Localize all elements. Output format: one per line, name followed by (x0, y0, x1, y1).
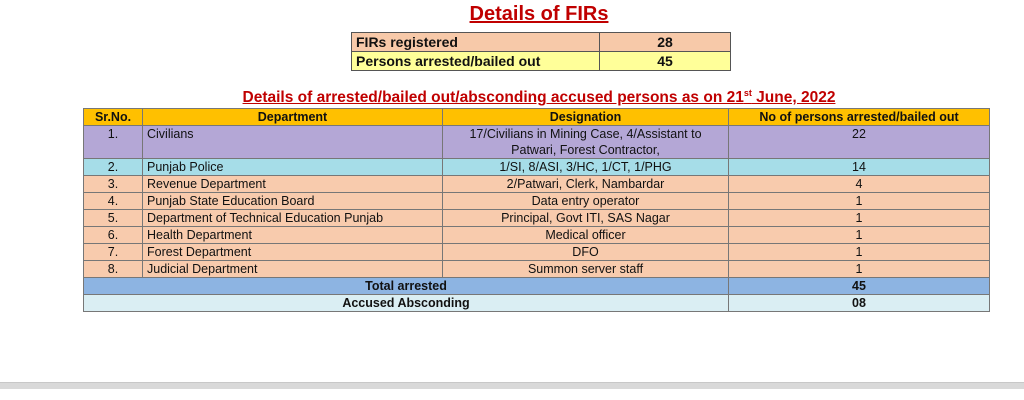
fir-summary-label: FIRs registered (352, 33, 600, 52)
cell-count: 1 (729, 244, 990, 261)
subtitle-suffix: June, 2022 (751, 89, 836, 106)
fir-summary-row (352, 33, 731, 52)
cell-count: 4 (729, 176, 990, 193)
cell-designation: Summon server staff (443, 261, 729, 278)
table-row (84, 244, 990, 261)
cell-department: Health Department (143, 227, 443, 244)
cell-srno: 7. (84, 244, 143, 261)
cell-designation: Data entry operator (443, 193, 729, 210)
accused-details-table (83, 108, 990, 312)
cell-designation: Principal, Govt ITI, SAS Nagar (443, 210, 729, 227)
cell-count: 22 (729, 126, 990, 159)
cell-srno: 3. (84, 176, 143, 193)
cell-designation: Medical officer (443, 227, 729, 244)
cell-department: Forest Department (143, 244, 443, 261)
header-designation: Designation (443, 109, 729, 126)
table-row (84, 193, 990, 210)
table-row (84, 210, 990, 227)
absconding-value: 08 (729, 295, 990, 312)
fir-summary-row (352, 52, 731, 71)
cell-srno: 6. (84, 227, 143, 244)
header-department: Department (143, 109, 443, 126)
cell-designation: 1/SI, 8/ASI, 3/HC, 1/CT, 1/PHG (443, 159, 729, 176)
fir-summary-label: Persons arrested/bailed out (352, 52, 600, 71)
table-row (84, 261, 990, 278)
cell-department: Department of Technical Education Punjab (143, 210, 443, 227)
subtitle-sup: st (743, 88, 752, 98)
table-row (84, 126, 990, 159)
cell-department: Revenue Department (143, 176, 443, 193)
scrollbar-track (0, 382, 1024, 389)
cell-department: Civilians (143, 126, 443, 159)
page-title: Details of FIRs (469, 3, 609, 25)
total-value: 45 (729, 278, 990, 295)
subtitle-text: Details of arrested/bailed out/absconding accused persons as on 21 (242, 89, 744, 106)
cell-department: Punjab State Education Board (143, 193, 443, 210)
absconding-row (84, 295, 990, 312)
cell-srno: 8. (84, 261, 143, 278)
cell-count: 1 (729, 227, 990, 244)
cell-count: 1 (729, 193, 990, 210)
cell-srno: 5. (84, 210, 143, 227)
fir-summary-value: 45 (600, 52, 731, 71)
table-row (84, 159, 990, 176)
fir-summary-table (351, 32, 731, 71)
cell-count: 1 (729, 210, 990, 227)
total-row (84, 278, 990, 295)
cell-designation: DFO (443, 244, 729, 261)
total-label: Total arrested (84, 278, 729, 295)
cell-department: Punjab Police (143, 159, 443, 176)
cell-count: 14 (729, 159, 990, 176)
fir-summary-value: 28 (600, 33, 731, 52)
table-subtitle (0, 88, 1024, 107)
cell-count: 1 (729, 261, 990, 278)
table-row (84, 176, 990, 193)
cell-srno: 4. (84, 193, 143, 210)
cell-department: Judicial Department (143, 261, 443, 278)
cell-srno: 2. (84, 159, 143, 176)
cell-designation: 2/Patwari, Clerk, Nambardar (443, 176, 729, 193)
table-header-row (84, 109, 990, 126)
cell-srno: 1. (84, 126, 143, 159)
cell-designation: 17/Civilians in Mining Case, 4/Assistant to Patwari, Forest Contractor, (443, 126, 729, 159)
absconding-label: Accused Absconding (84, 295, 729, 312)
header-count: No of persons arrested/bailed out (729, 109, 990, 126)
header-srno: Sr.No. (84, 109, 143, 126)
table-row (84, 227, 990, 244)
